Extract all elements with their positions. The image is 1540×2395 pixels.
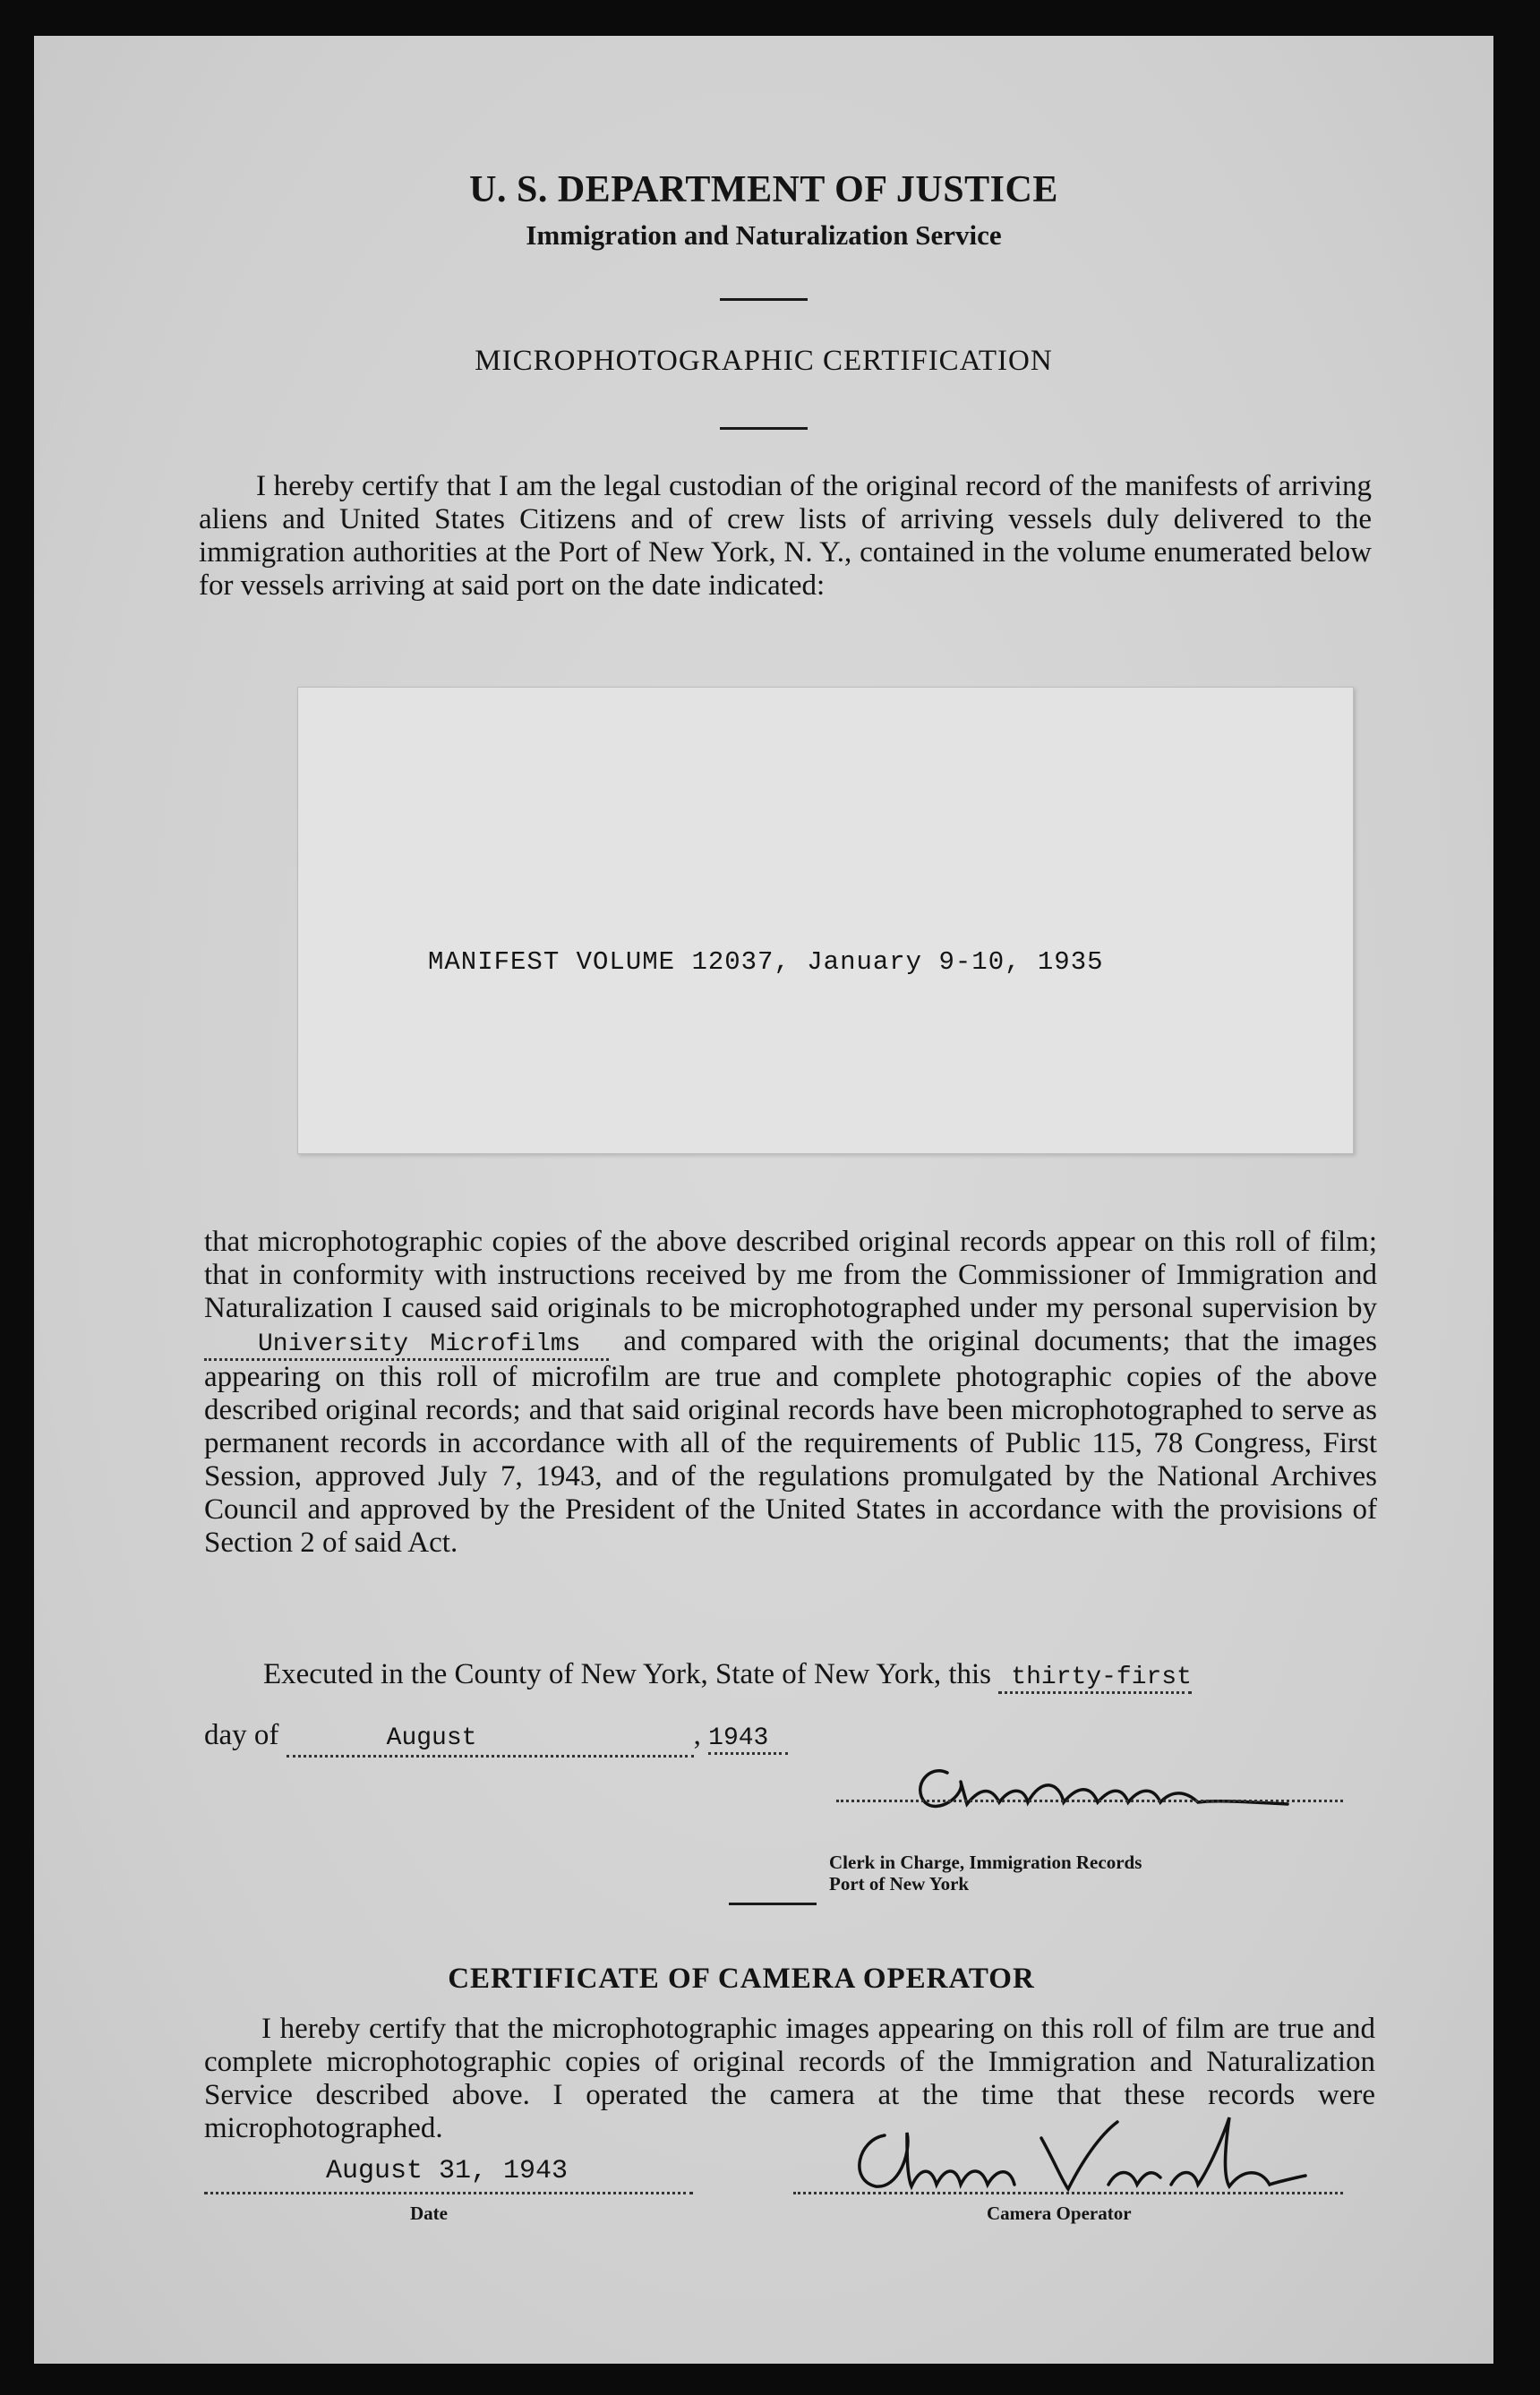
execution-year: 1943 <box>708 1724 788 1755</box>
manifest-volume-text: MANIFEST VOLUME 12037, January 9-10, 1935 <box>428 947 1104 977</box>
manifest-card <box>297 687 1354 1154</box>
date-label: Date <box>410 2203 448 2224</box>
camera-operator-label: Camera Operator <box>987 2203 1132 2224</box>
service-heading: Immigration and Naturalization Service <box>526 219 1002 251</box>
divider <box>720 427 808 430</box>
day-of-line: day of August , 1943 <box>204 1719 788 1758</box>
camera-paragraph: I hereby certify that the microphotographic images appearing on this roll of film are true and complete microphotographic copies of original records of the Immigration and Naturalization Service described above. I operated the camera at the time that these records were microphotographed. <box>204 2013 1375 2144</box>
clerk-signature <box>876 1732 1404 1822</box>
execution-line <box>263 1658 1382 1694</box>
execution-month: August <box>287 1722 694 1758</box>
body-text-after: and compared with the original documents; that the images appearing on this roll of microfilm are true and complete photographic copies of the above described original records; and that said original records have been microphotographed to serve as permanent records in accordance with all of the requirements of Public 115, 78 Congress, First Session, approved July 7, 1943, and of the regulations promulgated by the National Archives Council and approved by the President of the United States in accordance with the provisions of Section 2 of said Act. <box>204 1325 1377 1559</box>
certificate-page <box>34 36 1493 2364</box>
clerk-signature-line <box>836 1800 1343 1802</box>
execution-day-ordinal: thirty-first <box>998 1664 1192 1694</box>
day-of-label: day of <box>204 1719 279 1751</box>
clerk-title: Clerk in Charge, Immigration Records <box>829 1852 1142 1873</box>
date-line <box>204 2192 693 2194</box>
divider <box>729 1903 817 1905</box>
body-paragraph <box>204 1226 1377 1560</box>
department-heading: U. S. DEPARTMENT OF JUSTICE <box>469 169 1058 210</box>
operator-line <box>793 2192 1343 2194</box>
clerk-port: Port of New York <box>829 1873 970 1895</box>
company-name: University Microfilms <box>204 1330 609 1361</box>
camera-date-value: August 31, 1943 <box>326 2156 569 2186</box>
divider <box>720 298 808 301</box>
execution-prefix: Executed in the County of New York, State of New York, this <box>263 1658 992 1690</box>
body-text-before: that microphotographic copies of the above described original records appear on this roll of film; that in conformity with instructions received by me from the Commissioner of Immigration and Naturalization I caused said originals to be microphotographed under my personal supervision by <box>204 1226 1377 1324</box>
intro-paragraph: I hereby certify that I am the legal custodian of the original record of the manifests of arriving aliens and United States Citizens and of crew lists of arriving vessels duly delivered to the immigration authorities at the Port of New York, N. Y., contained in the volume enumerated below for vessels arriving at said port on the date indicated: <box>199 470 1372 602</box>
camera-certificate-title: CERTIFICATE OF CAMERA OPERATOR <box>448 1963 1035 1995</box>
camera-operator-signature <box>822 2113 1323 2203</box>
certification-title: MICROPHOTOGRAPHIC CERTIFICATION <box>475 345 1053 377</box>
